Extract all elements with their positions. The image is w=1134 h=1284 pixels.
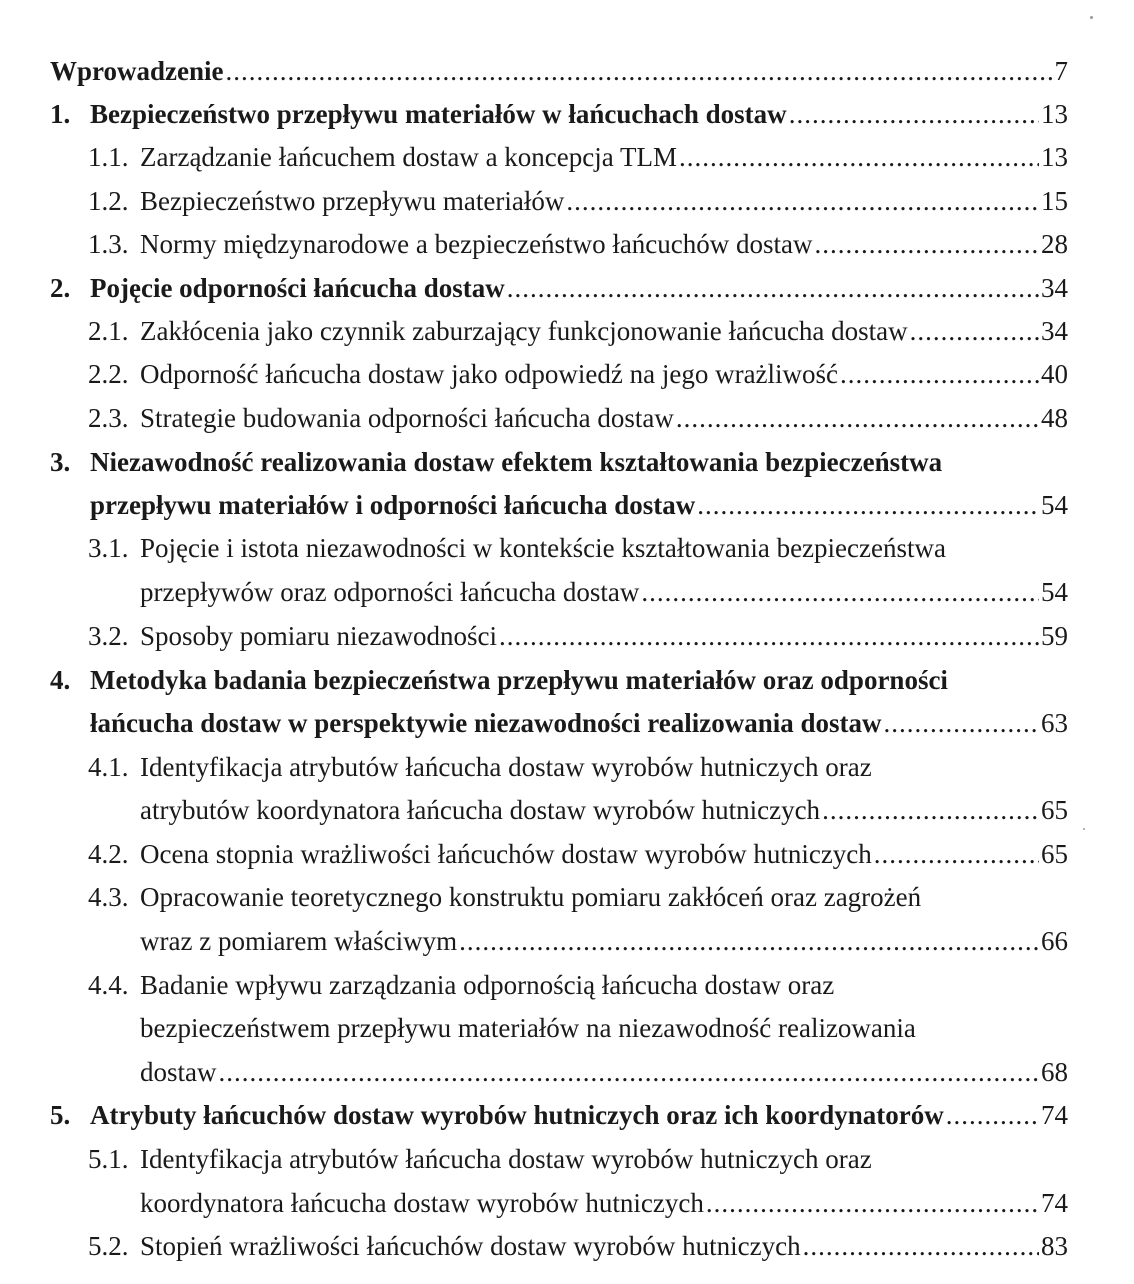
toc-entry-title: Niezawodność realizowania dostaw efektem kształtowania bezpieczeństwa [90,447,943,477]
dot-leader [507,272,1039,304]
dot-leader [789,98,1039,130]
toc-entry-title-continued: bezpieczeństwem przepływu materiałów na niezawodność realizowania [140,1013,916,1043]
toc-entry-title-continued: wraz z pomiarem właściwym [140,926,458,956]
toc-section-number: 4.4. [88,970,129,1000]
toc-entry-title-continued: przepływu materiałów i odporności łańcucha dostaw [90,490,696,520]
toc-section-1-1 [88,141,1068,173]
toc-section-2-1 [88,315,1068,347]
toc-page-number: 83 [1041,1231,1068,1261]
toc-section-number: 1.2. [88,186,129,216]
toc-entry-title: Metodyka badania bezpieczeństwa przepływu materiałów oraz odporności [90,665,948,695]
toc-chapter-3-line-2 [90,489,1068,521]
toc-section-number: 5.2. [88,1231,129,1261]
toc-page-number: 68 [1041,1057,1068,1087]
toc-entry-title: Stopień wrażliwości łańcuchów dostaw wyrobów hutniczych [140,1231,801,1261]
dot-leader [822,794,1039,826]
toc-section-4-1-line-2 [140,794,1068,826]
scan-speck [1090,16,1093,19]
dot-leader [910,315,1039,347]
dot-leader [874,838,1039,870]
toc-chapter-4-line-1 [50,664,1068,696]
toc-chapter-number: 3. [50,447,71,477]
toc-entry-title: Zarządzanie łańcuchem dostaw a koncepcja TLM [140,142,677,172]
toc-page-number: 74 [1041,1100,1068,1130]
dot-leader [946,1099,1039,1131]
dot-leader [499,620,1039,652]
toc-chapter-5 [50,1099,1068,1131]
toc-section-4-2 [88,838,1068,870]
toc-section-3-1-line-1 [88,532,1068,564]
toc-entry-title: Identyfikacja atrybutów łańcucha dostaw wyrobów hutniczych oraz [140,1144,872,1174]
toc-section-2-2 [88,358,1068,390]
toc-entry-title-continued: przepływów oraz odporności łańcucha dostaw [140,577,640,607]
dot-leader [884,707,1039,739]
toc-entry-title: Sposoby pomiaru niezawodności [140,621,497,651]
toc-entry-title: Wprowadzenie [50,56,224,86]
toc-entry-title: Normy międzynarodowe a bezpieczeństwo łańcuchów dostaw [140,229,813,259]
toc-page-number: 15 [1041,186,1068,216]
toc-page-number: 63 [1041,708,1068,738]
dot-leader [697,489,1039,521]
toc-section-number: 1.1. [88,142,129,172]
toc-section-5-2 [88,1230,1068,1262]
toc-entry-title: Strategie budowania odporności łańcucha dostaw [140,403,674,433]
toc-chapter-number: 1. [50,99,71,129]
dot-leader [679,141,1039,173]
toc-section-number: 4.3. [88,882,129,912]
dot-leader [676,402,1039,434]
toc-chapter-2 [50,272,1068,304]
toc-page-number: 28 [1041,229,1068,259]
toc-page-number: 13 [1041,142,1068,172]
toc-entry-title: Odporność łańcucha dostaw jako odpowiedź na jego wrażliwość [140,359,839,389]
toc-section-3-1-line-2 [140,576,1068,608]
toc-chapter-4-line-2 [90,707,1068,739]
toc-section-4-4-line-2 [140,1012,1068,1044]
toc-page-number: 34 [1041,273,1068,303]
toc-page-number: 40 [1041,359,1068,389]
toc-page-number: 48 [1041,403,1068,433]
toc-chapter-number: 2. [50,273,71,303]
toc-section-number: 4.2. [88,839,129,869]
toc-section-4-3-line-2 [140,925,1068,957]
toc-entry-title: Pojęcie odporności łańcucha dostaw [90,273,505,303]
toc-section-4-1-line-1 [88,751,1068,783]
toc-section-5-1-line-2 [140,1187,1068,1219]
toc-entry-introduction [50,55,1068,87]
dot-leader [566,185,1039,217]
toc-section-3-2 [88,620,1068,652]
toc-entry-title-continued: łańcucha dostaw w perspektywie niezawodności realizowania dostaw [90,708,882,738]
toc-section-2-3 [88,402,1068,434]
toc-chapter-3-line-1 [50,446,1068,478]
toc-entry-title: Badanie wpływu zarządzania odpornością łańcucha dostaw oraz [140,970,835,1000]
dot-leader [226,55,1053,87]
toc-section-4-3-line-1 [88,881,1068,913]
toc-entry-title-continued: dostaw [140,1057,217,1087]
toc-section-number: 4.1. [88,752,129,782]
toc-section-number: 1.3. [88,229,129,259]
toc-entry-title-continued: koordynatora łańcucha dostaw wyrobów hutniczych [140,1188,704,1218]
toc-page-number: 74 [1041,1188,1068,1218]
toc-section-1-2 [88,185,1068,217]
toc-entry-title: Atrybuty łańcuchów dostaw wyrobów hutniczych oraz ich koordynatorów [90,1100,944,1130]
toc-entry-title: Bezpieczeństwo przepływu materiałów w łańcuchach dostaw [90,99,787,129]
toc-section-number: 5.1. [88,1144,129,1174]
dot-leader [459,925,1039,957]
toc-entry-title: Bezpieczeństwo przepływu materiałów [140,186,565,216]
toc-page-number: 66 [1041,926,1068,956]
dot-leader [803,1230,1039,1262]
toc-entry-title: Zakłócenia jako czynnik zaburzający funkcjonowanie łańcucha dostaw [140,316,908,346]
toc-page-number: 65 [1041,839,1068,869]
dot-leader [706,1187,1039,1219]
toc-entry-title: Opracowanie teoretycznego konstruktu pomiaru zakłóceń oraz zagrożeń [140,882,922,912]
toc-chapter-number: 5. [50,1100,71,1130]
toc-page-number: 54 [1041,577,1068,607]
toc-page-number: 65 [1041,795,1068,825]
toc-entry-title-continued: atrybutów koordynatora łańcucha dostaw wyrobów hutniczych [140,795,821,825]
toc-entry-title: Ocena stopnia wrażliwości łańcuchów dostaw wyrobów hutniczych [140,839,872,869]
toc-entry-title: Pojęcie i istota niezawodności w kontekście kształtowania bezpieczeństwa [140,533,946,563]
toc-section-number: 2.2. [88,359,129,389]
toc-section-4-4-line-3 [140,1056,1068,1088]
toc-page-number: 7 [1054,56,1068,86]
toc-section-number: 3.1. [88,533,129,563]
toc-entry-title: Identyfikacja atrybutów łańcucha dostaw wyrobów hutniczych oraz [140,752,872,782]
toc-section-4-4-line-1 [88,969,1068,1001]
toc-section-5-1-line-1 [88,1143,1068,1175]
toc-page-number: 54 [1041,490,1068,520]
dot-leader [840,358,1039,390]
toc-page-number: 34 [1041,316,1068,346]
dot-leader [815,228,1039,260]
toc-chapter-number: 4. [50,665,71,695]
toc-page-number: 13 [1041,99,1068,129]
toc-section-number: 2.1. [88,316,129,346]
toc-section-1-3 [88,228,1068,260]
toc-section-number: 2.3. [88,403,129,433]
toc-page-number: 59 [1041,621,1068,651]
toc-chapter-1 [50,98,1068,130]
dot-leader [641,576,1039,608]
dot-leader [219,1056,1040,1088]
scan-speck [1083,828,1085,830]
toc-section-number: 3.2. [88,621,129,651]
